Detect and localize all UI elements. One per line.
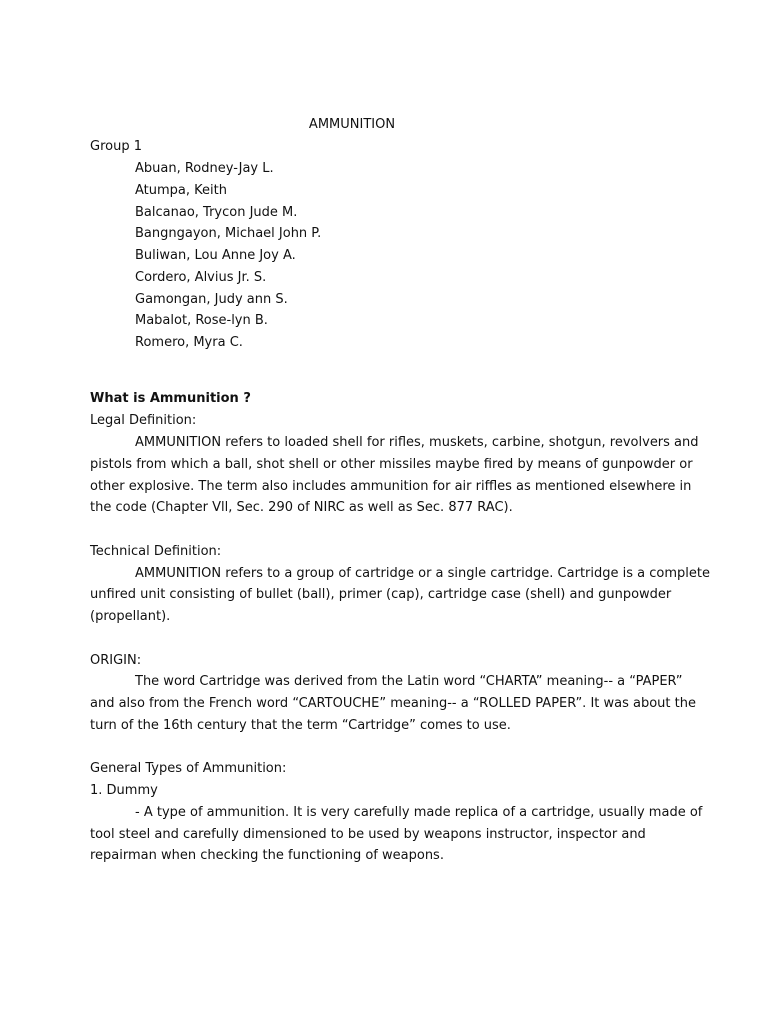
type-item-line: - A type of ammunition. It is very carefully made replica of a cartridge, usually made of bbox=[135, 805, 703, 820]
legal-definition-line: other explosive. The term also includes ammunition for air riffles as mentioned elsewhere in bbox=[90, 479, 692, 494]
legal-definition-label: Legal Definition: bbox=[90, 413, 197, 428]
technical-definition-line: unfired unit consisting of bullet (ball), primer (cap), cartridge case (shell) and gunpowder bbox=[90, 587, 672, 602]
technical-definition-line: (propellant). bbox=[90, 609, 171, 624]
section-heading-what-is: What is Ammunition ? bbox=[90, 391, 251, 406]
type-item-title: 1. Dummy bbox=[90, 783, 158, 798]
legal-definition-line: pistols from which a ball, shot shell or other missiles maybe fired by means of gunpowder or bbox=[90, 457, 693, 472]
origin-line: turn of the 16th century that the term “Cartridge” comes to use. bbox=[90, 718, 511, 733]
group-member: Abuan, Rodney-Jay L. bbox=[135, 161, 274, 176]
technical-definition-label: Technical Definition: bbox=[90, 544, 222, 559]
type-item-line: tool steel and carefully dimensioned to be used by weapons instructor, inspector and bbox=[90, 827, 646, 842]
legal-definition-line: the code (Chapter Vll, Sec. 290 of NIRC as well as Sec. 877 RAC). bbox=[90, 500, 513, 515]
group-member: Cordero, Alvius Jr. S. bbox=[135, 270, 267, 285]
group-member: Bangngayon, Michael John P. bbox=[135, 226, 322, 241]
group-member: Buliwan, Lou Anne Joy A. bbox=[135, 248, 296, 263]
general-types-label: General Types of Ammunition: bbox=[90, 761, 287, 776]
group-member: Mabalot, Rose-lyn B. bbox=[135, 313, 268, 328]
origin-line: The word Cartridge was derived from the Latin word “CHARTA” meaning-- a “PAPER” bbox=[135, 674, 683, 689]
group-member: Gamongan, Judy ann S. bbox=[135, 292, 288, 307]
legal-definition-line: AMMUNITION refers to loaded shell for rifles, muskets, carbine, shotgun, revolvers and bbox=[135, 435, 699, 450]
group-member: Atumpa, Keith bbox=[135, 183, 227, 198]
group-label: Group 1 bbox=[90, 139, 142, 154]
origin-label: ORIGIN: bbox=[90, 653, 142, 668]
technical-definition-line: AMMUNITION refers to a group of cartridge or a single cartridge. Cartridge is a complete bbox=[135, 566, 710, 581]
group-member: Balcanao, Trycon Jude M. bbox=[135, 205, 298, 220]
origin-line: and also from the French word “CARTOUCHE” meaning-- a “ROLLED PAPER”. It was about the bbox=[90, 696, 696, 711]
type-item-line: repairman when checking the functioning of weapons. bbox=[90, 848, 444, 863]
group-member: Romero, Myra C. bbox=[135, 335, 243, 350]
document-title: AMMUNITION bbox=[308, 117, 396, 132]
